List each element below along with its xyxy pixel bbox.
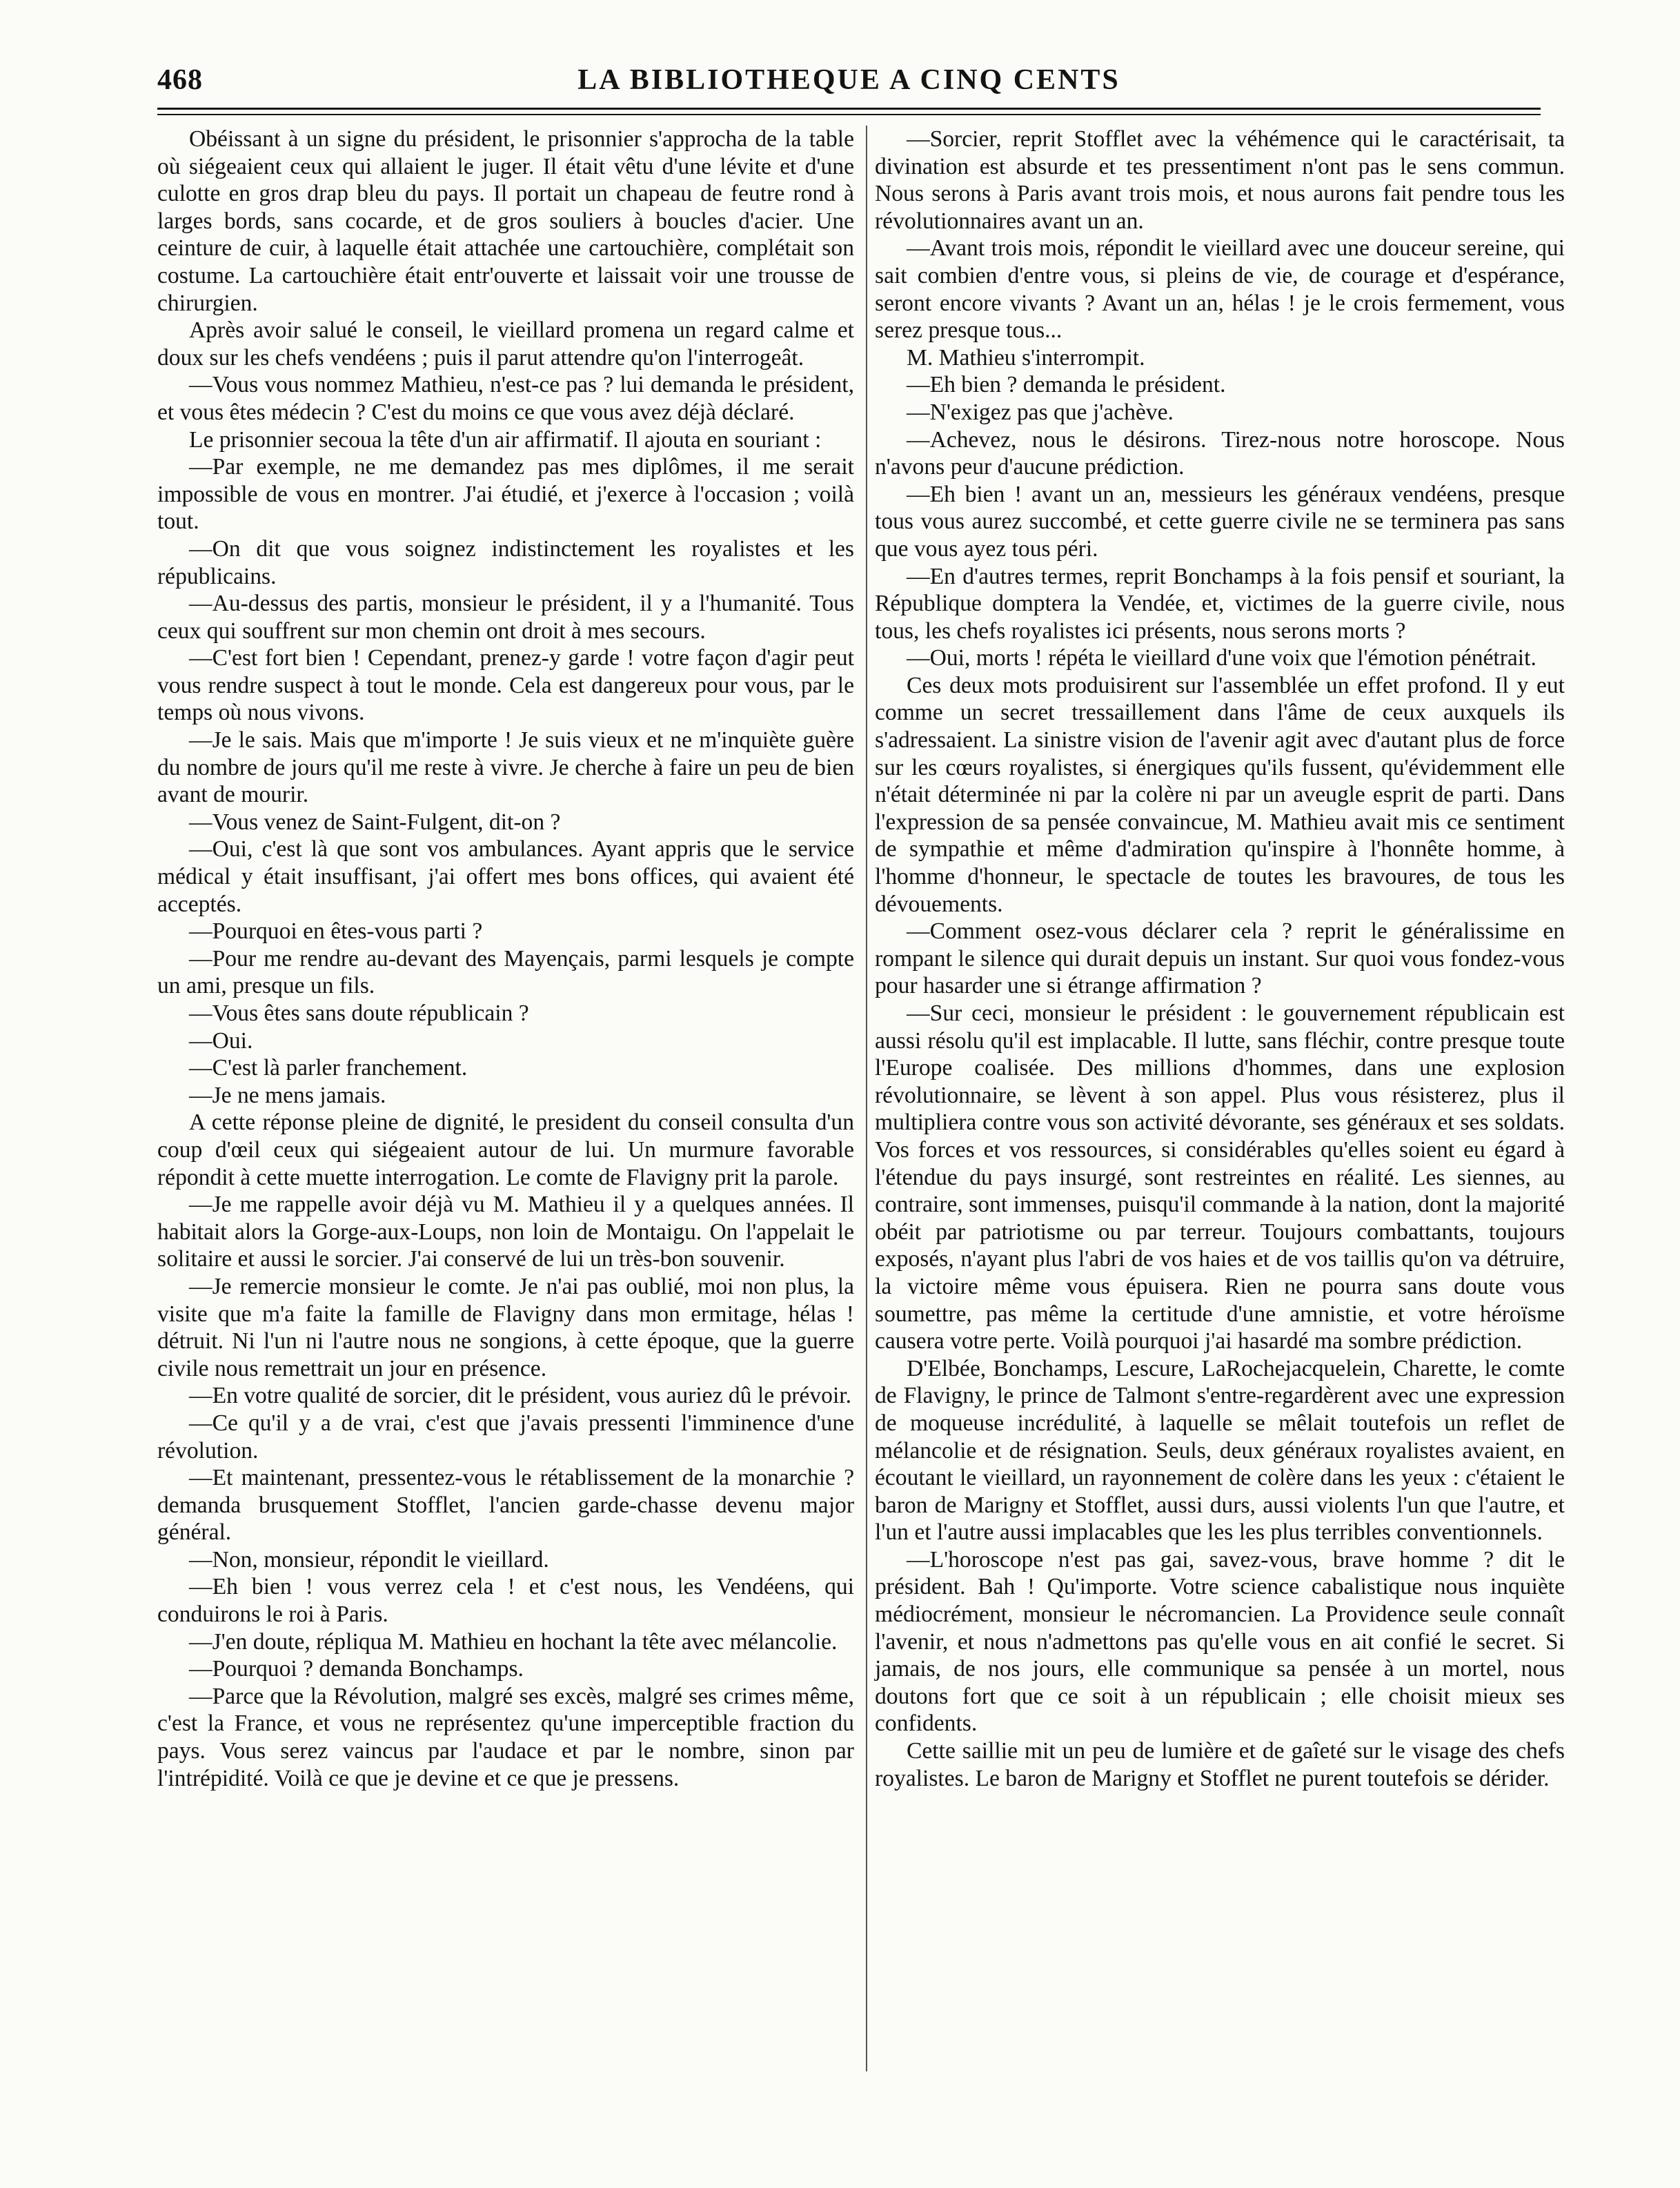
page-number: 468 (157, 64, 203, 96)
paragraph: —Et maintenant, pressentez-vous le rétablissement de la monarchie ? demanda brusquement Stofflet, l'ancien garde-chasse devenu major général. (157, 1465, 854, 1546)
paragraph: Le prisonnier secoua la tête d'un air affirmatif. Il ajouta en souriant : (189, 426, 822, 453)
paragraph: Obéissant à un signe du président, le prisonnier s'approcha de la table où siégeaient ceux qui allaient le juger. Il était vêtu d'une lévite et d'une culotte en gros drap bleu du pays. Il portait un chapeau de feutre rond à larges bords, sans cocarde, et de gros souliers à boucles d'acier. Une ceinture de cuir, à laquelle était attachée une cartouchière, complétait son costume. La cartouchière était entr'ouverte et laissait voir une trousse de chirurgien. (157, 126, 854, 316)
paragraph: —Je le sais. Mais que m'importe ! Je suis vieux et ne m'inquiète guère du nombre de jours qu'il me reste à vivre. Je cherche à faire un peu de bien avant de mourir. (157, 727, 854, 808)
paragraph: —Pourquoi en êtes-vous parti ? (189, 918, 483, 945)
paragraph: —L'horoscope n'est pas gai, savez-vous, brave homme ? dit le président. Bah ! Qu'importe. Votre science cabalistique nous inquiète médiocrément, monsieur le nécromancien. La Providence seule connaît l'avenir, et nous n'admettons pas qu'elle vous en ait confié le secret. Si jamais, de nos jours, elle communique sa pensée à un mortel, nous doutons fort que ce soit à un républicain ; elle choisit mieux ses confidents. (875, 1546, 1565, 1737)
paragraph: Après avoir salué le conseil, le vieillard promena un regard calme et doux sur les chefs vendéens ; puis il parut attendre qu'on l'interrogeât. (157, 317, 854, 371)
paragraph: —Comment osez-vous déclarer cela ? reprit le généralissime en rompant le silence qui durait depuis un instant. Sur quoi vous fondez-vous pour hasarder une si étrange affirmation ? (875, 918, 1565, 999)
paragraph: —N'exigez pas que j'achève. (907, 399, 1174, 425)
paragraph: —Eh bien ? demanda le président. (907, 372, 1226, 398)
column-divider (866, 126, 867, 2071)
paragraph: —Je me rappelle avoir déjà vu M. Mathieu il y a quelques années. Il habitait alors la Gorge-aux-Loups, non loin de Montaigu. On l'appelait le solitaire et aussi le sorcier. J'ai conservé de lui un très-bon souvenir. (157, 1192, 854, 1272)
paragraph: —Avant trois mois, répondit le vieillard avec une douceur sereine, qui sait combien d'entre vous, si pleins de vie, de courage et d'espérance, seront encore vivants ? Avant un an, hélas ! je le crois fermement, vous serez presque tous... (875, 235, 1565, 344)
paragraph: —Eh bien ! avant un an, messieurs les généraux vendéens, presque tous vous aurez succombé, et cette guerre civile ne se terminera pas sans que vous ayez tous péri. (875, 481, 1565, 562)
paragraph: —Vous vous nommez Mathieu, n'est-ce pas ? lui demanda le président, et vous êtes médecin ? C'est du moins ce que vous avez déjà déclaré. (157, 372, 854, 425)
paragraph: Cette saillie mit un peu de lumière et de gaîeté sur le visage des chefs royalistes. Le baron de Marigny et Stofflet ne purent toutefois se dérider. (875, 1738, 1565, 1791)
header-rule-top (157, 108, 1541, 110)
paragraph: —Achevez, nous le désirons. Tirez-nous notre horoscope. Nous n'avons peur d'aucune prédiction. (875, 426, 1565, 480)
paragraph: —Vous êtes sans doute républicain ? (189, 1001, 529, 1026)
paragraph: A cette réponse pleine de dignité, le president du conseil consulta d'un coup d'œil ceux qui siégeaient autour de lui. Un murmure favorable répondit à cette muette interrogation. Le comte de Flavigny prit la parole. (157, 1110, 854, 1190)
paragraph: —Je ne mens jamais. (189, 1082, 386, 1108)
paragraph: —Au-dessus des partis, monsieur le président, il y a l'humanité. Tous ceux qui souffrent sur mon chemin ont droit à mes secours. (157, 591, 854, 644)
header-rule-bottom (157, 114, 1541, 115)
paragraph: —Sur ceci, monsieur le président : le gouvernement républicain est aussi résolu qu'il est implacable. Il lutte, sans fléchir, contre presque toute l'Europe coalisée. Des millions d'hommes, dans une explosion révolutionnaire, se lèvent à son appel. Plus vous résisterez, plus il multipliera contre vous son activité dévorante, ses généraux et ses soldats. Vos forces et vos ressources, si considérables qu'elles soient eu égard à l'étendue du pays insurgé, sont restreintes en réalité. Les siennes, au contraire, sont immenses, puisqu'il commande à la nation, dont la majorité obéit par patriotisme ou par terreur. Toujours combattants, toujours exposés, n'ayant plus l'abri de vos haies et de vos taillis qu'on va détruire, la victoire même vous épuisera. Rien ne pourra sans doute vous soumettre, pas même la certitude d'une amnistie, et votre héroïsme causera votre perte. Voilà pourquoi j'ai hasardé ma sombre prédiction. (875, 1001, 1565, 1354)
paragraph: —Vous venez de Saint-Fulgent, dit-on ? (189, 809, 561, 835)
paragraph: —C'est là parler franchement. (189, 1055, 468, 1081)
running-title: LA BIBLIOTHEQUE A CINQ CENTS (577, 64, 1120, 96)
paragraph: —Pour me rendre au-devant des Mayençais, parmi lesquels je compte un ami, presque un fils. (157, 945, 854, 999)
paragraph: M. Mathieu s'interrompit. (907, 344, 1145, 371)
paragraph: —Sorcier, reprit Stofflet avec la véhémence qui le caractérisait, ta divination est absurde et tes pressentiment n'ont pas le sens commun. Nous serons à Paris avant trois mois, et nous aurons fait pendre tous les révolutionnaires avant un an. (875, 126, 1565, 234)
paragraph: —J'en doute, répliqua M. Mathieu en hochant la tête avec mélancolie. (189, 1628, 838, 1655)
paragraph: —Eh bien ! vous verrez cela ! et c'est nous, les Vendéens, qui conduirons le roi à Paris. (157, 1574, 854, 1628)
paragraph: —On dit que vous soignez indistinctement les royalistes et les républicains. (157, 535, 854, 589)
paragraph: —Ce qu'il y a de vrai, c'est que j'avais pressenti l'imminence d'une révolution. (157, 1410, 854, 1463)
paragraph: —Pourquoi ? demanda Bonchamps. (189, 1656, 524, 1682)
paragraph: —En d'autres termes, reprit Bonchamps à la fois pensif et souriant, la République domptera la Vendée, et, victimes de la guerre civile, nous tous, les chefs royalistes ici présents, nous serons morts ? (875, 563, 1565, 644)
paragraph: D'Elbée, Bonchamps, Lescure, LaRochejacquelein, Charette, le comte de Flavigny, le prince de Talmont s'entre-regardèrent avec une expression de moqueuse incrédulité, à laquelle se mêlait toutefois un reflet de mélancolie et de résignation. Seuls, deux généraux royalistes avaient, en écoutant le vieillard, un rayonnement de colère dans les yeux : c'étaient le baron de Marigny et Stofflet, aussi durs, aussi violents l'un que l'autre, et l'un et l'autre aussi implacables que les les plus terribles conventionnels. (875, 1355, 1565, 1546)
paragraph: —En votre qualité de sorcier, dit le président, vous auriez dû le prévoir. (189, 1383, 851, 1409)
paragraph: —Oui. (189, 1027, 253, 1054)
paragraph: —Je remercie monsieur le comte. Je n'ai pas oublié, moi non plus, la visite que m'a faite la famille de Flavigny dans mon ermitage, hélas ! détruit. Ni l'un ni l'autre nous ne songions, à cette époque, que la guerre civile nous remettrait un jour en présence. (157, 1273, 854, 1381)
paragraph: —Non, monsieur, répondit le vieillard. (189, 1546, 549, 1573)
paragraph: —C'est fort bien ! Cependant, prenez-y garde ! votre façon d'agir peut vous rendre suspect à tout le monde. Cela est dangereux pour vous, par le temps où nous vivons. (157, 645, 854, 726)
left-column (157, 126, 854, 1792)
paragraph: —Oui, c'est là que sont vos ambulances. Ayant appris que le service médical y était insuffisant, j'ai offert mes bons offices, qui avaient été acceptés. (157, 836, 854, 917)
right-column (875, 126, 1565, 1792)
page-header (157, 61, 1541, 104)
paragraph: —Par exemple, ne me demandez pas mes diplômes, il me serait impossible de vous en montrer. J'ai étudié, et j'exerce à l'occasion ; voilà tout. (157, 454, 854, 535)
paragraph: Ces deux mots produisirent sur l'assemblée un effet profond. Il y eut comme un secret tressaillement dans l'âme de ceux auxquels ils s'adressaient. La sinistre vision de l'avenir agit avec d'autant plus de force sur les cœurs royalistes, si énergiques qu'ils fussent, qu'évidemment elle n'était déterminée ni par la colère ni par un aveugle esprit de parti. Dans l'expression de sa pensée convaincue, M. Mathieu avait mis ce sentiment de sympathie et même d'admiration qu'inspire à l'honnête homme, à l'homme d'honneur, le spectacle de toutes les bravoures, de tous les dévouements. (875, 672, 1565, 917)
paragraph: —Parce que la Révolution, malgré ses excès, malgré ses crimes même, c'est la France, et vous ne représentez qu'une imperceptible fraction du pays. Vous serez vaincus par l'audace et par le nombre, sinon par l'intrépidité. Voilà ce que je devine et ce que je pressens. (157, 1683, 854, 1791)
paragraph: —Oui, morts ! répéta le vieillard d'une voix que l'émotion pénétrait. (907, 645, 1536, 671)
